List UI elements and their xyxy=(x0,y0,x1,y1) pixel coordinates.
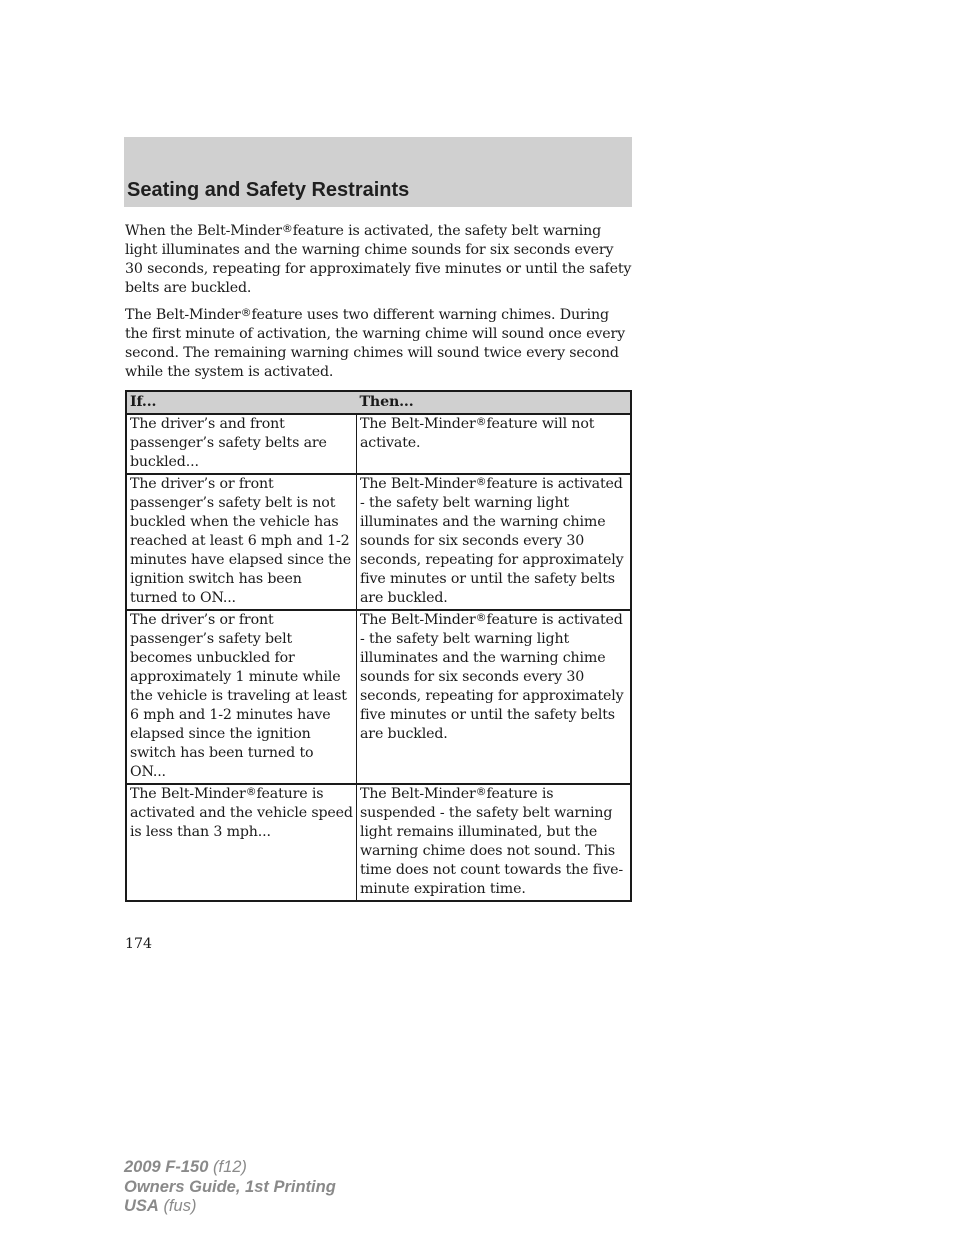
cell-text: feature is activated - the safety belt warning light illuminates and the warning chime sounds for six seconds every 30 seconds, repeating for approximately five minutes or until the safety belts are buckled. xyxy=(360,612,624,742)
condition-cell: The driver’s or front passenger’s safety belt becomes unbuckled for approximately 1 minute while the vehicle is traveling at least 6 mph and 1-2 minutes have elapsed since the ignition switch has been turned to ON... xyxy=(126,610,357,784)
footer-market: USA xyxy=(124,1197,159,1215)
paragraph-text: feature uses two different warning chimes. During the first minute of activation, the warning chime will sound once every second. The remaining warning chimes will sound twice every second while the system is activated. xyxy=(125,307,625,380)
table-row xyxy=(126,414,631,474)
footer-line-guide xyxy=(124,1178,336,1198)
table-row xyxy=(126,610,631,784)
result-cell xyxy=(357,610,632,784)
result-cell xyxy=(357,474,632,610)
registered-mark: ® xyxy=(475,785,487,798)
registered-mark: ® xyxy=(245,785,257,798)
intro-paragraph-2 xyxy=(125,306,633,382)
paragraph-text: The Belt-Minder xyxy=(125,307,241,323)
footer-line-market xyxy=(124,1197,336,1217)
intro-paragraph-1 xyxy=(125,222,633,298)
footer-market-code: (fus) xyxy=(163,1197,197,1215)
belt-minder-conditions-table xyxy=(125,390,632,902)
condition-cell xyxy=(126,784,357,901)
section-title: Seating and Safety Restraints xyxy=(127,179,410,201)
result-cell xyxy=(357,414,632,474)
cell-text: The Belt-Minder xyxy=(360,416,476,432)
footer-model-code: (f12) xyxy=(213,1158,247,1176)
column-header-if: If... xyxy=(126,391,357,414)
result-cell xyxy=(357,784,632,901)
footer-guide: Owners Guide, 1st Printing xyxy=(124,1177,336,1196)
footer-line-model xyxy=(124,1158,336,1178)
cell-text: The Belt-Minder xyxy=(130,786,246,802)
section-header-band xyxy=(124,137,632,207)
condition-cell: The driver’s and front passenger’s safety belts are buckled... xyxy=(126,414,357,474)
registered-mark: ® xyxy=(475,475,487,488)
cell-text: feature is suspended - the safety belt warning light remains illuminated, but the warning chime does not sound. This time does not count towards the five-minute expiration time. xyxy=(360,786,623,897)
table-row xyxy=(126,784,631,901)
table-header-row xyxy=(126,391,631,414)
page-content xyxy=(125,222,633,902)
registered-mark: ® xyxy=(475,611,487,624)
registered-mark: ® xyxy=(475,415,487,428)
table-row xyxy=(126,474,631,610)
condition-cell: The driver’s or front passenger’s safety belt is not buckled when the vehicle has reached at least 6 mph and 1-2 minutes have elapsed since the ignition switch has been turned to ON... xyxy=(126,474,357,610)
cell-text: feature is activated and the vehicle speed is less than 3 mph... xyxy=(130,786,353,840)
footer-model: 2009 F-150 xyxy=(124,1158,209,1176)
print-footer xyxy=(124,1158,336,1217)
page-number: 174 xyxy=(125,936,153,952)
cell-text: The Belt-Minder xyxy=(360,476,476,492)
cell-text: The Belt-Minder xyxy=(360,612,476,628)
paragraph-text: When the Belt-Minder xyxy=(125,223,282,239)
column-header-then: Then... xyxy=(357,391,632,414)
cell-text: feature is activated - the safety belt warning light illuminates and the warning chime sounds for six seconds every 30 seconds, repeating for approximately five minutes or until the safety belts are buckled. xyxy=(360,476,624,606)
registered-mark: ® xyxy=(281,222,293,235)
registered-mark: ® xyxy=(240,306,252,319)
cell-text: feature will not activate. xyxy=(360,416,595,451)
cell-text: The Belt-Minder xyxy=(360,786,476,802)
paragraph-text: feature is activated, the safety belt warning light illuminates and the warning chime sounds for six seconds every 30 seconds, repeating for approximately five minutes or until the safety belts are buckled. xyxy=(125,223,632,296)
